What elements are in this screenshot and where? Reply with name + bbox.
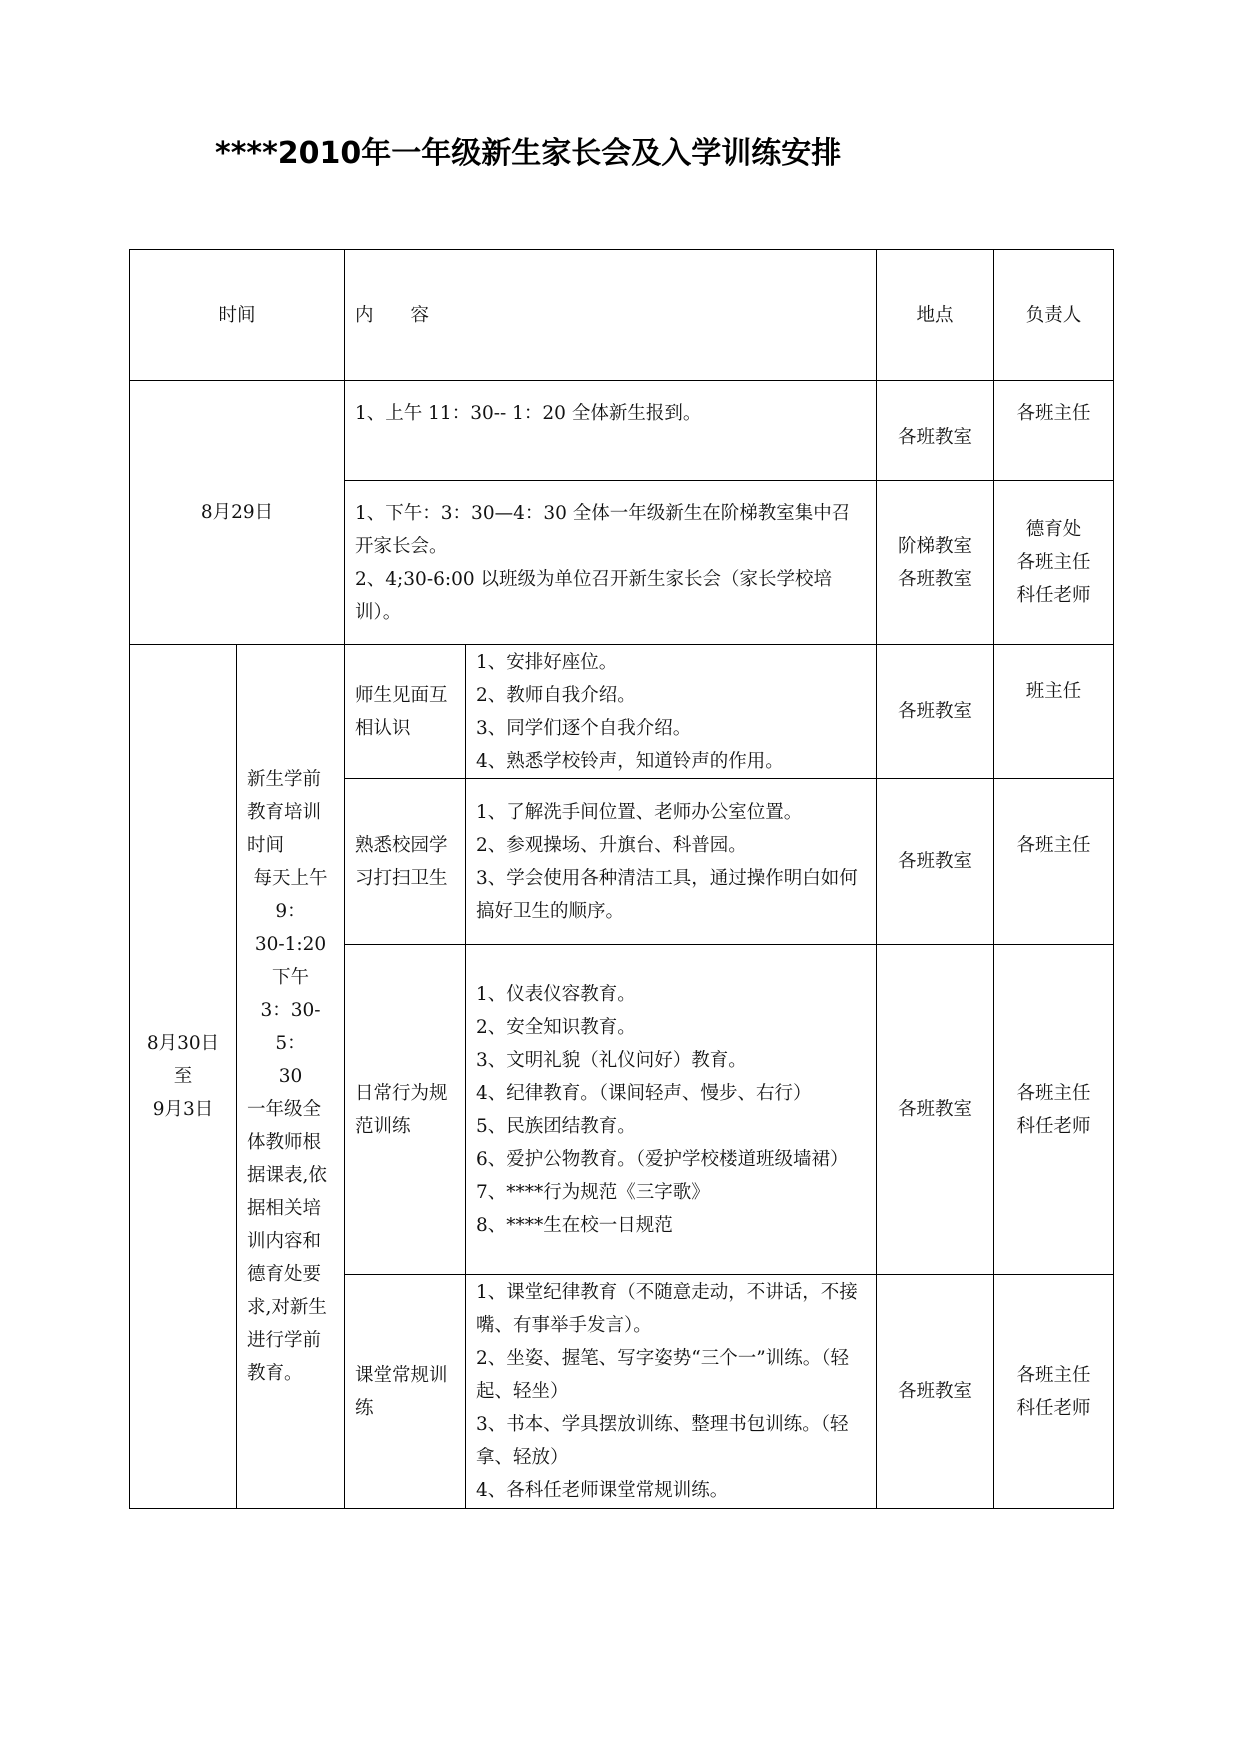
location-cell — [877, 481, 994, 645]
detail-line: 2、坐姿、握笔、写字姿势“三个一”训练。（轻起、轻坐） — [476, 1348, 849, 1402]
note-line: 30-1:20 — [254, 934, 327, 955]
location-line: 阶梯教室 — [898, 535, 973, 557]
page-title: ****2010年一年级新生家长会及入学训练安排 — [215, 136, 842, 171]
header-time: 时间 — [130, 250, 345, 381]
note-line: 3：30-5： — [260, 1000, 321, 1054]
table-row — [130, 645, 1114, 779]
detail-line: 4、熟悉学校铃声，知道铃声的作用。 — [476, 750, 784, 772]
content-line: 1、下午：3：30—4：30 全体一年级新生在阶梯教室集中召开家长会。 — [355, 502, 851, 557]
details-cell — [466, 779, 877, 945]
header-content: 内 容 — [345, 250, 877, 381]
detail-line: 3、书本、学具摆放训练、整理书包训练。（轻拿、轻放） — [476, 1414, 849, 1468]
person-line: 各班主任 — [1016, 1082, 1091, 1104]
table-row — [130, 381, 1114, 481]
content-cell — [345, 481, 877, 645]
note-line: 下午 — [272, 967, 310, 988]
note-line: 9： — [275, 901, 306, 922]
location-cell: 各班教室 — [877, 645, 994, 779]
date-line: 9月3日 — [152, 1099, 214, 1120]
person-cell: 班主任 — [994, 645, 1114, 779]
details-cell — [466, 945, 877, 1275]
detail-line: 4、纪律教育。（课间轻声、慢步、右行） — [476, 1082, 812, 1104]
date-line: 8月30日 — [146, 1033, 220, 1054]
location-cell: 各班教室 — [877, 945, 994, 1275]
person-line: 科任老师 — [1016, 585, 1091, 606]
person-line: 科任老师 — [1016, 1397, 1091, 1419]
date-range-cell — [130, 645, 237, 1509]
person-cell — [994, 945, 1114, 1275]
note-line: 新生学前教育培训时间 — [247, 769, 322, 856]
detail-line: 4、各科任老师课堂常规训练。 — [476, 1480, 729, 1501]
location-cell: 各班教室 — [877, 381, 994, 481]
detail-line: 2、安全知识教育。 — [476, 1016, 636, 1038]
person-line: 各班主任 — [1016, 552, 1091, 573]
header-person: 负责人 — [994, 250, 1114, 381]
date-line: 至 — [173, 1066, 193, 1087]
detail-line: 1、仪表仪容教育。 — [476, 983, 636, 1005]
detail-line: 3、学会使用各种清洁工具，通过操作明白如何搞好卫生的顺序。 — [476, 867, 858, 922]
location-cell: 各班教室 — [877, 779, 994, 945]
person-cell — [994, 481, 1114, 645]
detail-line: 3、文明礼貌（礼仪问好）教育。 — [476, 1049, 747, 1071]
detail-line: 1、课堂纪律教育（不随意走动，不讲话，不接嘴、有事举手发言）。 — [476, 1282, 858, 1336]
training-note-cell — [237, 645, 345, 1509]
detail-line: 8、****生在校一日规范 — [476, 1214, 673, 1236]
header-row — [130, 250, 1114, 381]
location-cell: 各班教室 — [877, 1275, 994, 1509]
person-line: 各班主任 — [1016, 1364, 1091, 1386]
person-cell — [994, 1275, 1114, 1509]
topic-cell: 课堂常规训 练 — [345, 1275, 466, 1509]
location-line: 各班教室 — [898, 568, 973, 590]
detail-line: 2、参观操场、升旗台、科普园。 — [476, 834, 747, 856]
person-line: 德育处 — [1025, 519, 1082, 540]
person-cell: 各班主任 — [994, 779, 1114, 945]
topic-cell: 日常行为规范训练 — [345, 945, 466, 1275]
person-cell: 各班主任 — [994, 381, 1114, 481]
detail-line: 3、同学们逐个自我介绍。 — [476, 717, 692, 739]
note-line: 30 — [278, 1066, 303, 1087]
topic-cell: 熟悉校园学习打扫卫生 — [345, 779, 466, 945]
details-cell — [466, 645, 877, 779]
details-cell — [466, 1275, 877, 1509]
topic-cell: 师生见面互相认识 — [345, 645, 466, 779]
detail-line: 1、了解洗手间位置、老师办公室位置。 — [476, 801, 803, 823]
note-block — [247, 763, 334, 862]
header-location: 地点 — [877, 250, 994, 381]
detail-line: 2、教师自我介绍。 — [476, 684, 636, 706]
detail-line: 6、爱护公物教育。（爱护学校楼道班级墙裙） — [476, 1148, 849, 1170]
date-cell: 8月29日 — [130, 381, 345, 645]
person-line: 科任老师 — [1016, 1115, 1091, 1137]
note-line: 每天上午 — [253, 868, 328, 889]
detail-line: 1、安排好座位。 — [476, 651, 618, 673]
detail-line: 5、民族团结教育。 — [476, 1115, 636, 1137]
note-line: 一年级全体教师根据课表,依据相关培训内容和德育处要求,对新生进行学前教育。 — [247, 1099, 327, 1384]
detail-line: 7、****行为规范《三字歌》 — [476, 1181, 710, 1203]
content-cell: 1、上午 11：30-- 1：20 全体新生报到。 — [345, 381, 877, 481]
schedule-table — [129, 249, 1114, 1509]
content-line: 2、4;30-6:00 以班级为单位召开新生家长会（家长学校培训）。 — [355, 568, 833, 623]
